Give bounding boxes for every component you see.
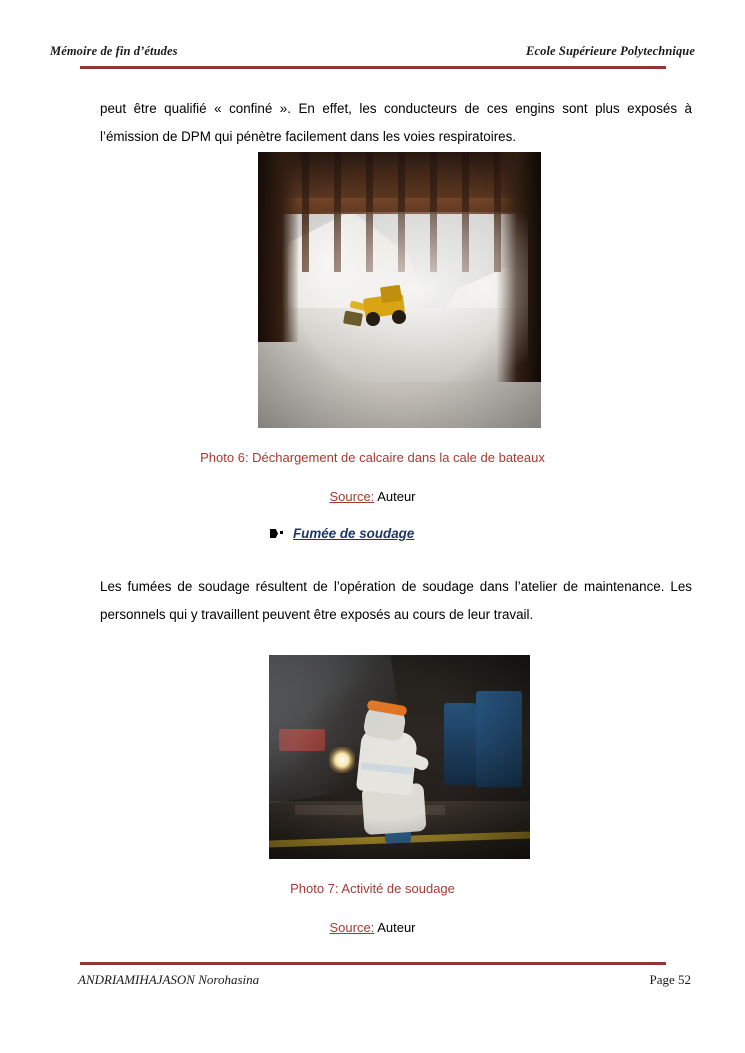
header-right-text: Ecole Supérieure Polytechnique bbox=[526, 44, 695, 58]
header-left-text: Mémoire de fin d’études bbox=[50, 44, 178, 58]
page-header bbox=[0, 0, 745, 59]
photo-dechargement-calcaire bbox=[258, 152, 541, 428]
photo-vignette bbox=[269, 655, 530, 859]
footer-author: ANDRIAMIHAJASON Norohasina bbox=[78, 972, 260, 987]
paragraph-1: peut être qualifié « confiné ». En effet, les conducteurs de ces engins sont plus exposés à l’émission de DPM qui pénètre facilement dans les voies respiratoires. bbox=[100, 101, 692, 145]
page-footer bbox=[0, 972, 745, 988]
footer-page-number: Page 52 bbox=[649, 972, 691, 987]
figure-caption-photo-7: Photo 7: Activité de soudage bbox=[290, 881, 455, 896]
arrow-bullet-icon bbox=[270, 528, 283, 539]
photo-vignette bbox=[258, 152, 541, 428]
bullet-heading-row bbox=[270, 526, 414, 541]
figure-caption-photo-6: Photo 6: Déchargement de calcaire dans la cale de bateaux bbox=[200, 450, 545, 465]
source-value-6: Auteur bbox=[377, 489, 416, 504]
source-label-6: Source: bbox=[329, 489, 375, 504]
paragraph-2: Les fumées de soudage résultent de l’opération de soudage dans l’atelier de maintenance. Les personnels qui y travaillent peuvent être exposés au cours de leur travail. bbox=[100, 579, 692, 623]
figure-source-photo-6 bbox=[0, 489, 745, 504]
header-divider bbox=[80, 66, 666, 69]
source-label-7: Source: bbox=[329, 920, 375, 935]
source-value-7: Auteur bbox=[377, 920, 416, 935]
photo-6-illustration bbox=[258, 152, 541, 428]
footer-divider bbox=[80, 962, 666, 965]
figure-source-photo-7 bbox=[0, 920, 745, 935]
bullet-heading-text: Fumée de soudage bbox=[293, 526, 415, 541]
photo-7-illustration bbox=[269, 655, 530, 859]
photo-activite-soudage bbox=[269, 655, 530, 859]
